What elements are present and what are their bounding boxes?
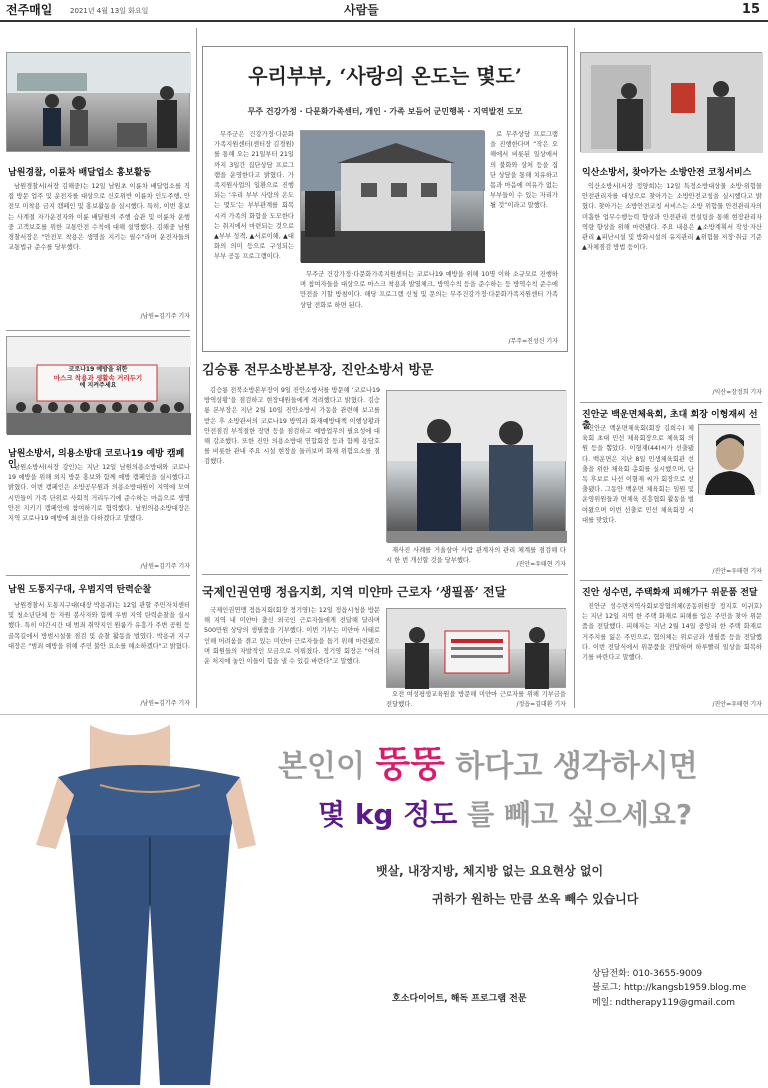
ad-emphasis: 뚱뚱	[375, 744, 445, 785]
article-title: 남원소방서, 의용소방대 코로나19 예방 캠페인	[8, 449, 185, 470]
banner-line: 마스크 착용과 생활속 거리두기	[53, 373, 143, 382]
page-number: 15	[741, 2, 760, 17]
ad-email-link[interactable]: 메일: ndtherapy119@gmail.com	[592, 997, 735, 1008]
article-title: 남원경찰, 이륜차 배달업소 홍보활동	[8, 168, 152, 178]
byline: /진안=우태현 기자	[712, 701, 762, 708]
campaign-photo	[6, 336, 190, 434]
page-header	[0, 0, 768, 22]
ad-word: kg 정도	[354, 798, 458, 831]
byline: /익산=장정희 기자	[712, 389, 762, 396]
feature-body-col2: 로 무주상담 프로그램을 진행한다며 “작은 오해에서 비롯된 일상에서의 불화와 상처 등을 집단 상담을 통해 치유하고 몸과 마음에 여유가 없는 부부들이 수 있는 자리가 될 것”이라고 말했다.	[490, 131, 558, 210]
feature-subtitle: 무주 건강가정 · 다문화가족센터, 개인 · 가족 보듬어 군민행복 · 지역발전 도모	[247, 107, 523, 116]
article-body: 남원소방서(서장 강인)는 지난 12일 남원의용소방대와 코로나19 예방을 위해 외지 방문 홍보와 함께 예방 캠페인을 실시했다고 밝혔다. 이번 캠페인은 소방공무원과 의용소방대원이 지역에 모여 시민들이 가족 단위로 사회적 거리두기에 준수하는 마음으로 생명 안전 지키기 캠페인에 참여하기로 협력했다. 남원의용소방대장은 지역 코로나19 예방에 최선을 다하겠다고 말했다.	[8, 464, 190, 522]
article-body: 익산소방서(서장 정양희)는 12일 특정소방대상물 소방·위험물안전관리자를 대상으로 찾아가는 소방안전코칭을 실시했다고 밝혔다. 찾아가는 소방안전코칭 서비스는 소방 위험물 안전관리자의 미흡한 업무수행능력 향상과 안전관리 컨설팅을 통해 현장관리자 역량 향상을 위해 마련됐다. 주요 내용은 ▲소방계획서 작성·자산관리 ▲피난시설 및 방화시설의 유지관리 ▲위험물 저장·취급 기준 ▲자체점검 방법 등이다.	[582, 183, 762, 252]
byline: /남원=김기주 기자	[140, 313, 190, 320]
feature-title: 우리부부, ‘사랑의 온도는 몇도’	[248, 64, 522, 88]
article-body-cont	[582, 516, 762, 568]
photo-caption: 오전 여성평생교육원을 방문해 미얀마 근로자를 위해 기부금을 전달했다.	[386, 691, 566, 709]
feature-body-col3: 무주군 건강가정·다문화가족지원센터는 코로나19 예방을 위해 10명 이하 소규모로 진행하며 참여자들을 대상으로 마스크 착용과 발열체크, 방역수칙 등을 준수하는 등 방역수칙 준수에 만전을 기할 방침이다. 해당 프로그램 신청 및 문의는 무주건강가정·다문화가족지원센터 가족상담 전화로 하면 된다.	[300, 271, 558, 309]
campaign-banner	[39, 366, 157, 400]
article-title: 김승룡 전무소방본부장, 진안소방서 방문	[202, 363, 434, 378]
photo-caption: 재사진 사례를 거울삼아 사람 관계자의 관리 체계를 점검해 다시 한 번 개선할 것을 당부했다.	[386, 547, 566, 565]
ad-headline-1	[278, 739, 758, 791]
byline: /남원=김기주 기자	[140, 563, 190, 570]
building-illustration	[301, 131, 485, 263]
portrait-illustration	[699, 425, 761, 495]
byline: /무주=진성신 기자	[508, 338, 558, 345]
article-title: 국제인권연맹 정읍지회, 지역 미얀마 근로자 ‘생필품’ 전달	[202, 585, 507, 599]
police-photo-illustration	[7, 53, 191, 153]
article-body: 남원경찰서 도통지구대(대장 박용귀)는 12일 관할 주민자치센터 및 청소년단체 등 자원 봉사자와 함께 우범 지역 탄력순찰을 실시했다. 특히 야간시간 대 범죄 취약지인 원룸가 유흥가 주변 공원 등 골목길에서 방범시설물 점검 및 순찰 활동을 벌였다. 박용귀 지구대장은 "범죄 예방을 위해 주민 불안 요소를 해소하겠다"고 밝혔다.	[8, 602, 190, 650]
ad-program: 호소다이어트, 해독 프로그램 전문	[392, 994, 527, 1004]
ad-word: 를 빼고 싶으세요?	[467, 798, 693, 831]
article-body: 진안군 백운면체육회(회장 김희수) 체육회 초대 민선 체육회장으로 체육회 의원 등을 뽑았다. 이형재(44)씨가 선출됐다. 백운면은 지난 8일 민생체육회관 선출을 위한 체육회 총회를 실시했으며, 단독 후보로 나선 이형재 씨가 회장으로 선출됐다. 그동안 백운면 체육회는 임원 및 운영위원들과 면체육 진흥협회 활동을 벌여왔으며 이번 선출로 민선 체육회장 시대를 맞았다.	[582, 425, 694, 524]
byline: /정읍=김대환 기자	[516, 701, 566, 708]
ad-word: 하다고 생각하시면	[455, 749, 698, 784]
banner-line: 코로나19 예방을 위한	[68, 366, 128, 373]
ad-word: 몇	[318, 798, 346, 831]
banner-line: 에 지켜주세요	[79, 381, 117, 389]
article-body: 진안군 성수면지역사회보장협의체(공동위원장 정지호 이귀호)는 지난 12일 지역 한 주택 화재로 피해를 입은 주민을 찾아 위문품을 전달했다. 피해자는 지난 2월 14일 중앙리 한 주택 화재로 거주지를 잃은 주민으로, 협의체는 위로금과 생필품 등을 전달했다. 이번 전달식에서 위문품을 전달하며 하루빨리 일상을 회복하기를 바란다고 말했다.	[582, 603, 762, 661]
ad-phone[interactable]: 상담전화: 010-3655-9009	[592, 969, 703, 979]
firestation-illustration	[581, 53, 763, 153]
ad-word: 본인이	[278, 749, 365, 784]
article-title: 익산소방서, 찾아가는 소방안전 코칭서비스	[582, 168, 752, 178]
article-title: 진안군 백운면체육회, 초대 회장 이형재씨 선출	[582, 410, 758, 431]
fire-chief-photo	[386, 390, 566, 542]
article-title: 남원 도통지구대, 우범지역 탄력순찰	[8, 585, 152, 595]
article-body: 국제인권연맹 정읍지회(회장 정기영)는 12일 정읍시청을 방문해 지역 내 미얀마 출신 외국인 근로자들에게 전달해 달라며 500만원 상당의 생필품을 기부했다. 이번 기부는 미얀마 사태로 인해 어려움을 겪고 있는 미얀마 근로자들을 돕기 위해 마련됐으며 회원들의 자발적인 모금으로 이뤄졌다. 정기영 회장은 "어려운 처지에 놓인 이들이 힘을 낼 수 있길 바란다"고 말했다.	[204, 607, 380, 665]
fire-chief-illustration	[387, 391, 567, 543]
newspaper-logo: 전주매일	[6, 3, 53, 17]
firestation-photo	[580, 52, 762, 152]
feature-body-col1: 무주군은 건강가정·다문화가족지원센터(센터장 김경원)를 통해 오는 21일부터 21일까지 3일간 집단상담 프로그램을 운영한다고 밝혔다. 가족지원사업의 일환으로 진행되는 ‘우리 부부 사랑의 온도는 몇도’는 부부관계를 회복시켜 가족의 화합을 도모한다는 취지에서 마련되는 것으로 ▲부부 성격, ▲서로이해, ▲대화의 의미 등으로 구성되는 부부 공동 프로그램이다.	[214, 131, 294, 261]
ad-subline-2: 귀하가 원하는 만큼 쏘옥 빼수 있습니다	[432, 892, 639, 906]
donation-photo	[386, 608, 566, 688]
portrait-photo	[698, 424, 760, 494]
ad-contact	[592, 967, 764, 1010]
ad-headline-2	[318, 795, 758, 836]
byline: /진안=우태현 기자	[516, 561, 566, 568]
center-building-photo	[300, 130, 484, 262]
jeans-figure-illustration	[30, 725, 260, 1085]
byline: /남원=김기주 기자	[140, 700, 190, 707]
issue-date: 2021년 4월 13일 화요일	[70, 7, 149, 15]
article-title: 진안 성수면, 주택화재 피해가구 위문품 전달	[582, 588, 758, 598]
ad-blog-link[interactable]: 블로그: http://kangsb1959.blog.me	[592, 983, 747, 994]
diet-advertisement[interactable]	[0, 714, 768, 1088]
donation-illustration	[387, 609, 567, 689]
ad-subline-1: 뱃살, 내장지방, 체지방 없는 요요현상 없이	[376, 864, 604, 878]
byline: /진안=우태현 기자	[712, 568, 762, 575]
section-title: 사람들	[344, 3, 379, 17]
article-body: 김승룡 전북소방본부장이 9일 진안소방서를 방문해 ‘코로나19 방역상황’을 점검하고 현장대원들에게 격려했다고 밝혔다. 김승룡 본부장은 지난 2월 10일 진안소방서 가동을 관련해 보고를 받은 후 소방관서의 코로나19 방역과 화재예방대책 이행상황과 안전점검 부적절한 장면 등을 점검하고 예방업무의 필요성에 대해 강조했다. 또한 진안 의용소방대 연합회장 등과 함께 용담호를 비롯한 관내 주요 시설 현장을 둘러보며 화재 위험요소를 점검했다.	[204, 387, 381, 466]
article-body: 남원경찰서(서장 김해중)는 12일 남원초 이륜차 배달업소를 직접 방문 업주 및 운전자를 대상으로 신호위반 이륜차 인도주행, 안전모 미착용 금지 캠페인 및 홍보활동을 실시했다. 특히, 이번 홍보는 사계절 자가운전자와 이륜 배달원의 주행 습관 및 이륜차 운행 중 고객보호를 위한 교통안전 수칙에 대해 설명했다. 김해중 남원경찰서장은 "안전모 착용은 생명을 지키는 필수"라며 운전자들의 교통법규 준수를 당부했다.	[8, 183, 190, 252]
police-photo	[6, 52, 190, 152]
